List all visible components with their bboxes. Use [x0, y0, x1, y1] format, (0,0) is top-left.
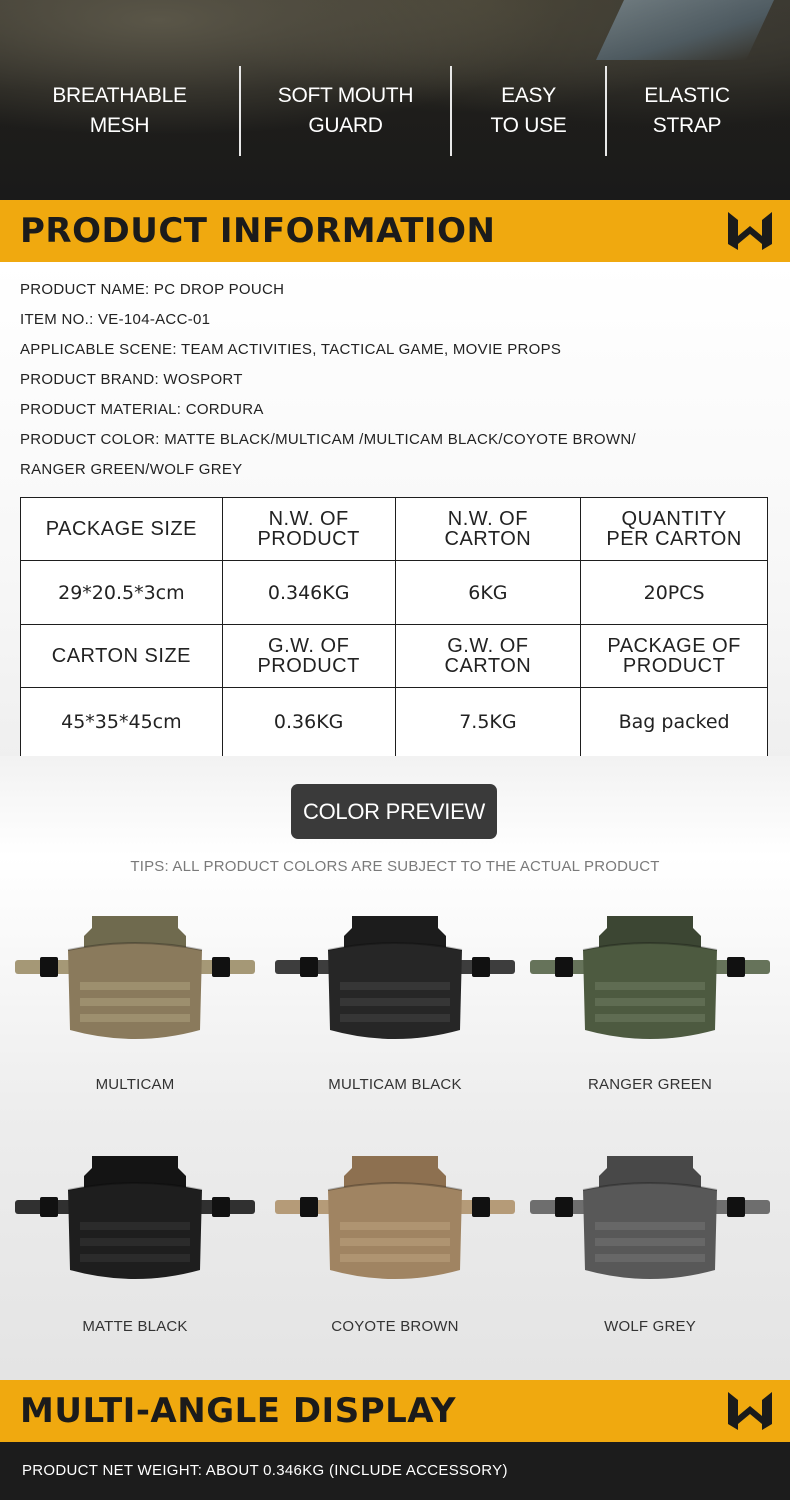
- table-header-cell: [222, 625, 395, 688]
- feature-line: GUARD: [308, 114, 383, 137]
- color-swatch-label: RANGER GREEN: [587, 1076, 713, 1093]
- spec-table: [20, 497, 768, 757]
- table-header-cell: [581, 498, 768, 561]
- multi-angle-display-header: [0, 1380, 790, 1442]
- pouch-image-icon: [10, 900, 260, 1050]
- color-swatch[interactable]: [270, 900, 520, 1093]
- color-swatch-label: MULTICAM: [95, 1076, 175, 1093]
- hero-background-strap: [596, 0, 774, 60]
- header-line: PER CARTON: [606, 528, 742, 550]
- pouch-image-icon: [525, 1140, 775, 1290]
- color-swatch-label: COYOTE BROWN: [331, 1318, 459, 1335]
- feature-easy-to-use: [452, 66, 605, 156]
- info-line: PRODUCT BRAND: WOSPORT: [20, 371, 243, 388]
- header-line: CARTON: [444, 655, 532, 677]
- header-line: G.W. OF: [268, 635, 350, 657]
- info-line: PRODUCT MATERIAL: CORDURA: [20, 401, 264, 418]
- table-row: [21, 688, 768, 757]
- info-line: PRODUCT COLOR: MATTE BLACK/MULTICAM /MULTICAM BLACK/COYOTE BROWN/: [20, 431, 636, 448]
- header-line: N.W. OF: [447, 508, 528, 530]
- feature-line: MESH: [89, 114, 150, 137]
- feature-line: STRAP: [652, 114, 722, 137]
- table-cell: 20PCS: [581, 561, 768, 625]
- info-line: PRODUCT NAME: PC DROP POUCH: [20, 281, 285, 298]
- table-cell: 29*20.5*3cm: [21, 561, 223, 625]
- color-swatch[interactable]: [10, 900, 260, 1093]
- header-line: N.W. OF: [268, 508, 349, 530]
- table-row: [21, 498, 768, 561]
- pouch-image-icon: [10, 1140, 260, 1290]
- header-line: PRODUCT: [622, 655, 726, 677]
- feature-line: BREATHABLE: [52, 84, 187, 107]
- feature-line: SOFT MOUTH: [277, 84, 414, 107]
- net-weight-text: PRODUCT NET WEIGHT: ABOUT 0.346KG (INCLUDE ACCESSORY): [22, 1462, 508, 1479]
- pouch-image-icon: [525, 900, 775, 1050]
- info-line: ITEM NO.: VE-104-ACC-01: [20, 311, 211, 328]
- info-line: APPLICABLE SCENE: TEAM ACTIVITIES, TACTICAL GAME, MOVIE PROPS: [20, 341, 562, 358]
- feature-line: ELASTIC: [644, 84, 730, 107]
- header-line: PRODUCT: [257, 528, 360, 550]
- header-line: CARTON: [444, 528, 532, 550]
- feature-line: EASY: [501, 84, 556, 107]
- table-header-cell: [395, 498, 581, 561]
- table-header-cell: [395, 625, 581, 688]
- section-title: MULTI-ANGLE DISPLAY: [20, 1391, 456, 1431]
- table-header-cell: PACKAGE SIZE: [21, 498, 223, 561]
- table-cell: 7.5KG: [395, 688, 581, 757]
- table-header-cell: [222, 498, 395, 561]
- table-cell: 6KG: [395, 561, 581, 625]
- table-header-cell: CARTON SIZE: [21, 625, 223, 688]
- feature-line: TO USE: [490, 114, 567, 137]
- table-row: [21, 561, 768, 625]
- brand-logo-icon: [728, 212, 772, 250]
- table-row: [21, 625, 768, 688]
- section-title: PRODUCT INFORMATION: [20, 211, 496, 251]
- feature-breathable-mesh: [0, 66, 239, 156]
- product-information-header: [0, 200, 790, 262]
- header-line: PRODUCT: [257, 655, 360, 677]
- color-preview-button[interactable]: COLOR PREVIEW: [291, 784, 497, 839]
- header-line: QUANTITY: [621, 508, 727, 530]
- feature-list: [0, 66, 790, 156]
- table-cell: 45*35*45cm: [21, 688, 223, 757]
- brand-logo-icon: [728, 1392, 772, 1430]
- info-line: RANGER GREEN/WOLF GREY: [20, 461, 243, 478]
- header-line: G.W. OF: [447, 635, 529, 657]
- table-header-cell: [581, 625, 768, 688]
- feature-elastic-strap: [607, 66, 767, 156]
- pouch-image-icon: [270, 1140, 520, 1290]
- hero-feature-band: [0, 0, 790, 200]
- color-swatch-label: MULTICAM BLACK: [328, 1076, 462, 1093]
- table-cell: Bag packed: [581, 688, 768, 757]
- table-cell: 0.346KG: [222, 561, 395, 625]
- table-cell: 0.36KG: [222, 688, 395, 757]
- color-swatch[interactable]: [10, 1140, 260, 1335]
- product-info-list: [20, 280, 636, 490]
- color-swatch[interactable]: [525, 900, 775, 1093]
- color-swatch-label: MATTE BLACK: [82, 1318, 188, 1335]
- color-tips-text: TIPS: ALL PRODUCT COLORS ARE SUBJECT TO THE ACTUAL PRODUCT: [130, 858, 660, 875]
- color-swatch[interactable]: [525, 1140, 775, 1335]
- color-swatch[interactable]: [270, 1140, 520, 1335]
- color-swatch-label: WOLF GREY: [604, 1318, 696, 1335]
- pouch-image-icon: [270, 900, 520, 1050]
- feature-soft-mouth-guard: [241, 66, 450, 156]
- net-weight-band: [0, 1442, 790, 1500]
- header-line: PACKAGE OF: [607, 635, 741, 657]
